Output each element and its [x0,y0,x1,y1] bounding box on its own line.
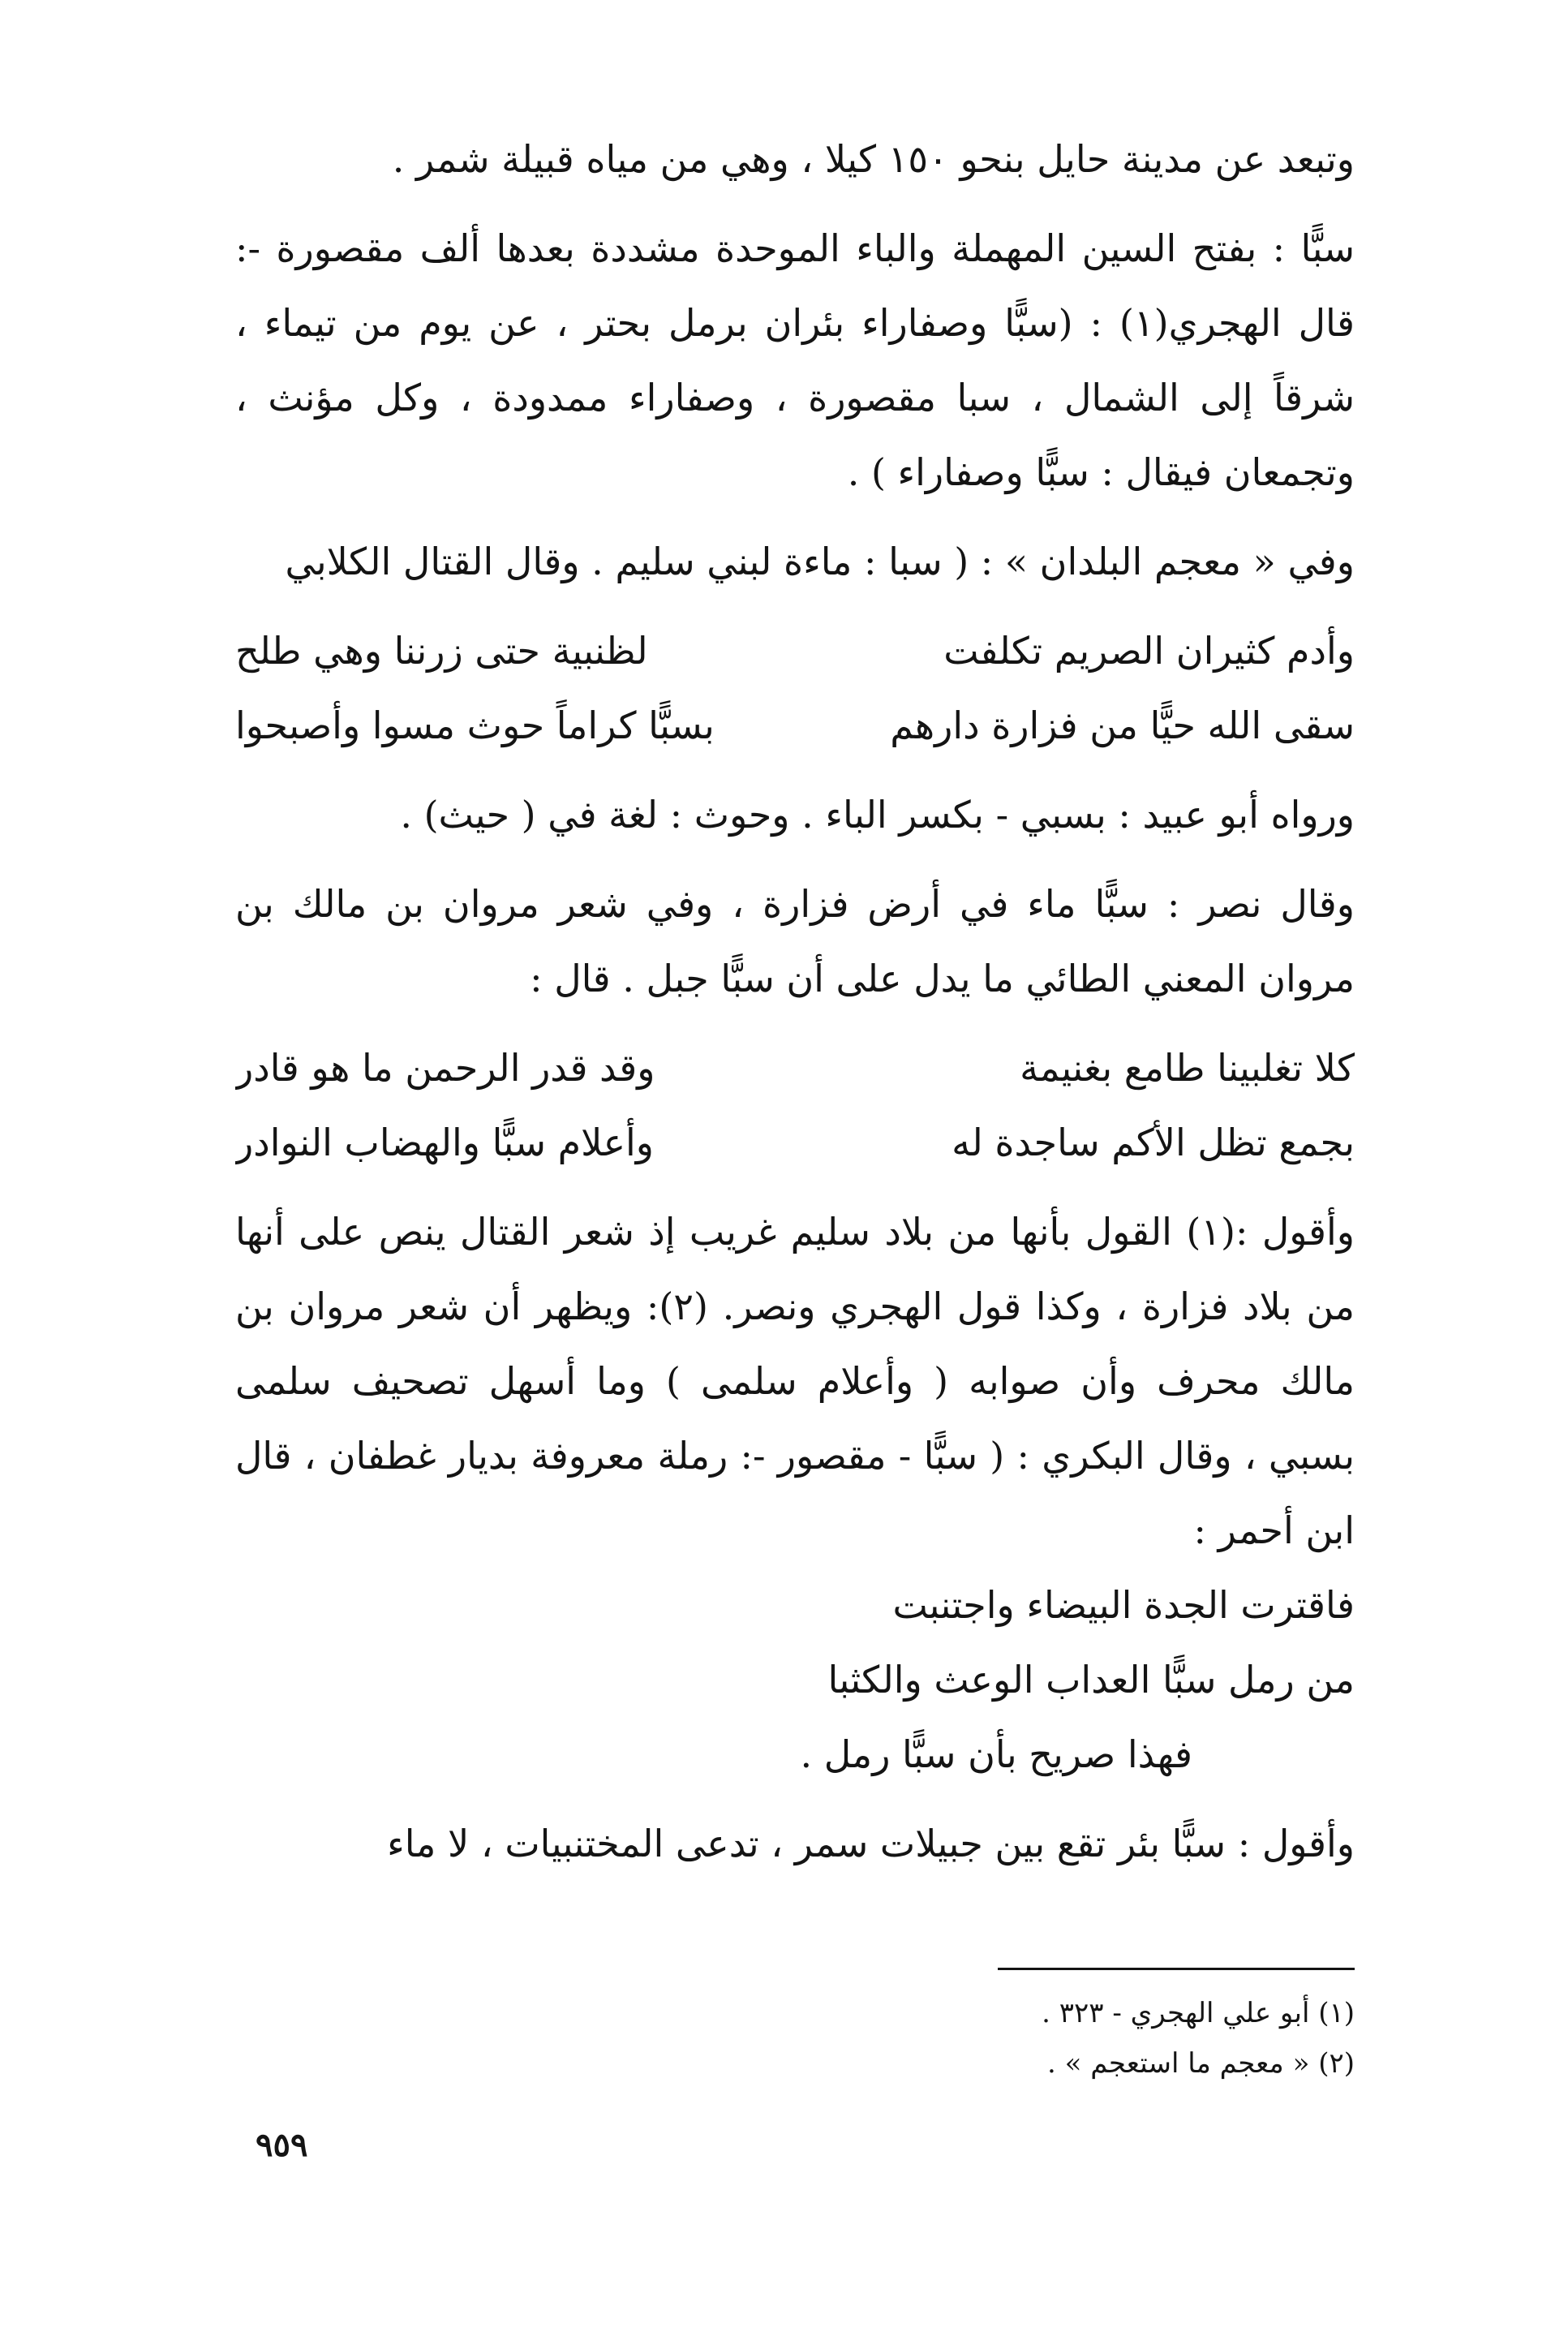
hemistich: وأعلام سبًّا والهضاب النوادر [235,1121,655,1164]
hemistich: بجمع تظل الأكم ساجدة له [952,1121,1355,1164]
paragraph: وفي « معجم البلدان » : ( سبا : ماءة لبني سليم . وقال القتال الكلابي [285,540,1355,583]
main-text [235,122,1355,1881]
hemistich: بسبًّا كراماً حوث مسوا وأصبحوا [235,704,715,747]
poem-verse [235,613,1355,763]
footnote-divider [998,1968,1355,1970]
footnotes [892,1988,1355,2089]
hemistich: وقد قدر الرحمن ما هو قادر [235,1046,655,1090]
hemistich: سقى الله حيًّا من فزارة دارهم [890,704,1355,747]
poem-line: فاقترت الجدة البيضاء واجتنبت [892,1583,1355,1627]
paragraph: فهذا صريح بأن سبًّا رمل . [800,1732,1192,1776]
hemistich: وأدم كثيران الصريم تكلفت [943,629,1355,673]
poem-line: من رمل سبًّا العداب الوعث والكثبا [827,1658,1355,1702]
hemistich: كلا تغلبينا طامع بغنيمة [1020,1046,1355,1090]
paragraph: وأقول :(١) القول بأنها من بلاد سليم غريب إذ شعر القتال ينص على أنها من بلاد فزارة ، وكذا قول الهجري ونصر. (٢): ويظهر أن شعر مروان بن مالك محرف وأن صوابه ( وأعلام سلمى ) وما أسهل تصحيف سلمى بسبي ، وقال البكري : ( سبًّا - مقصور -: رملة معروفة بديار غطفان ، قال ابن أحمر : [235,1210,1355,1552]
page-number: ٩٥٩ [256,2126,308,2164]
hemistich: لظنبية حتى زرننا وهي طلح [235,629,648,673]
poem-verse [235,1031,1355,1180]
paragraph: وقال نصر : سبًّا ماء في أرض فزارة ، وفي شعر مروان بن مالك بن مروان المعني الطائي ما يدل على أن سبًّا جبل . قال : [235,882,1355,1000]
footnote: (٢) « معجم ما استعجم » . [1047,2047,1355,2080]
paragraph: وتبعد عن مدينة حايل بنحو ١٥٠ كيلا ، وهي من مياه قبيلة شمر . [392,137,1355,181]
paragraph: سبًّا : بفتح السين المهملة والباء الموحدة مشددة بعدها ألف مقصورة -: قال الهجري(١) : (سبًّا وصفاراء بئران برمل بحتر ، عن يوم من تيماء ، شرقاً إلى الشمال ، سبا مقصورة ، وصفاراء ممدودة ، وكل مؤنث ، وتجمعان فيقال : سبًّا وصفاراء ) . [235,226,1355,494]
footnote: (١) أبو علي الهجري - ٣٢٣ . [1042,1997,1355,2029]
paragraph: وأقول : سبًّا بئر تقع بين جبيلات سمر ، تدعى المختنبيات ، لا ماء [387,1822,1355,1865]
paragraph: ورواه أبو عبيد : بسبي - بكسر الباء . وحوث : لغة في ( حيث) . [400,793,1355,837]
